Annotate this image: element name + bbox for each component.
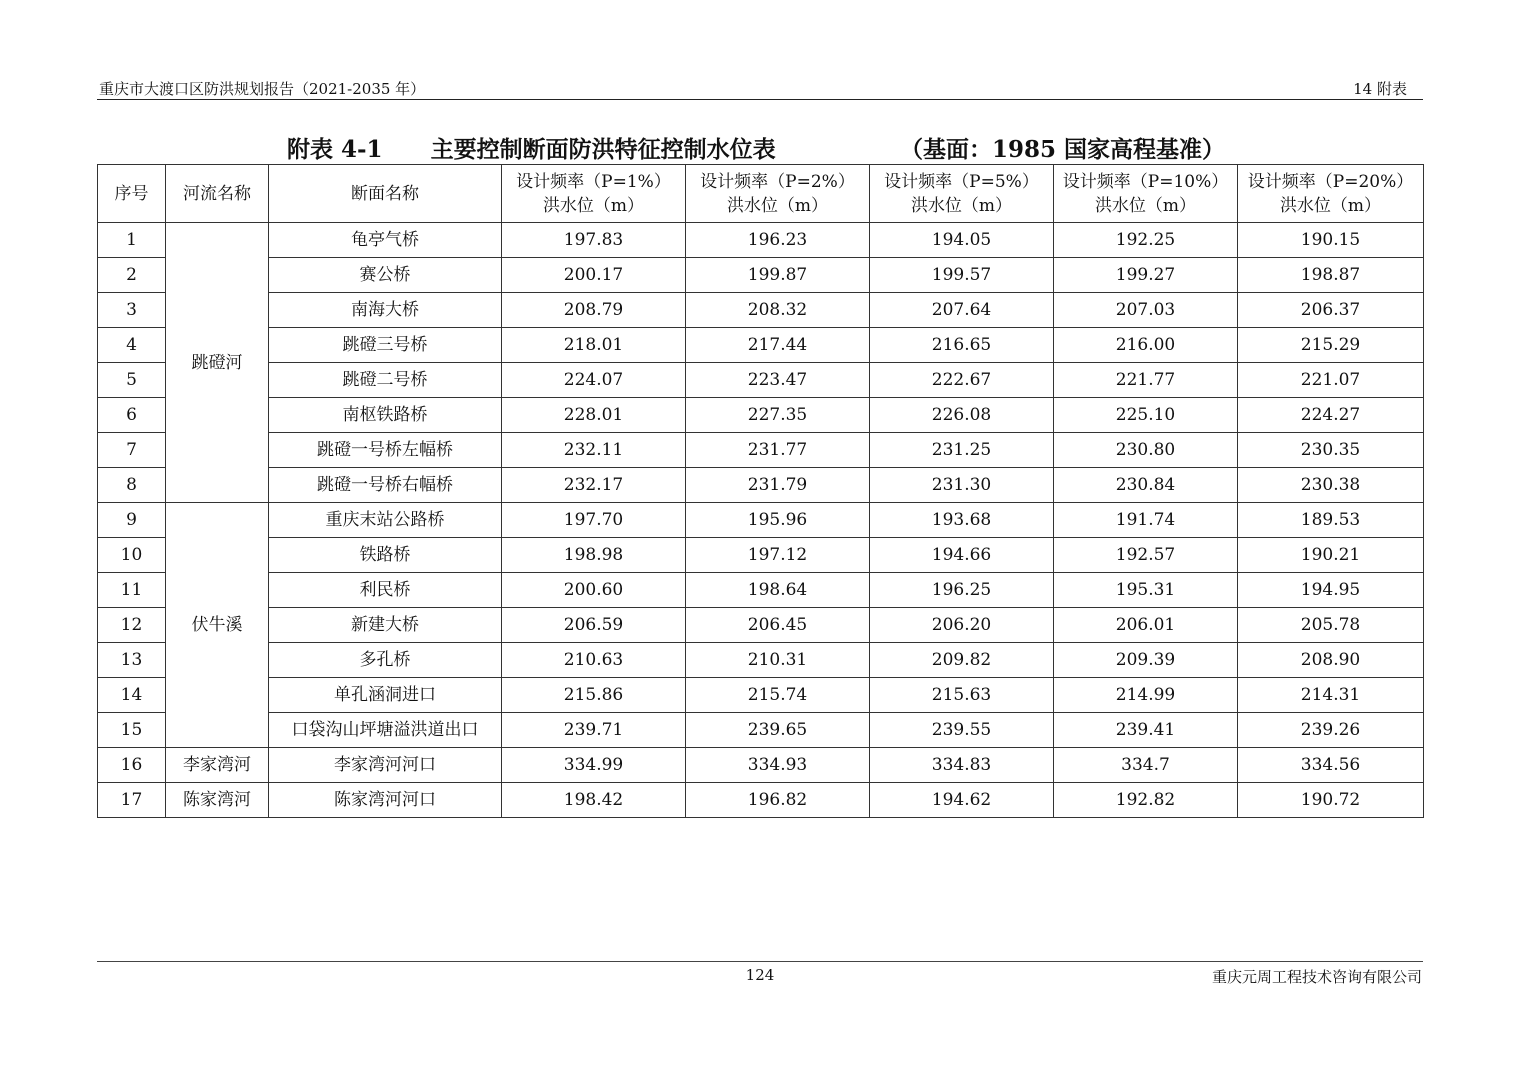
col-header-p1: 设计频率（P=1%） 洪水位（m） (502, 165, 686, 223)
water-level-cell: 239.26 (1238, 713, 1424, 748)
water-level-cell: 196.23 (686, 223, 870, 258)
water-level-cell: 192.82 (1054, 783, 1238, 818)
water-level-cell: 198.42 (502, 783, 686, 818)
section-name-cell: 南海大桥 (269, 293, 502, 328)
row-number-cell: 7 (98, 433, 166, 468)
water-level-cell: 198.64 (686, 573, 870, 608)
water-level-cell: 231.79 (686, 468, 870, 503)
water-level-cell: 205.78 (1238, 608, 1424, 643)
water-level-cell: 216.65 (870, 328, 1054, 363)
water-level-cell: 216.00 (1054, 328, 1238, 363)
water-level-cell: 239.71 (502, 713, 686, 748)
water-level-cell: 230.80 (1054, 433, 1238, 468)
water-level-cell: 206.37 (1238, 293, 1424, 328)
flood-level-table (97, 164, 1424, 818)
water-level-cell: 200.60 (502, 573, 686, 608)
table-row (98, 398, 1424, 433)
row-number-cell: 14 (98, 678, 166, 713)
water-level-cell: 215.86 (502, 678, 686, 713)
water-level-cell: 206.59 (502, 608, 686, 643)
table-body (98, 223, 1424, 818)
table-row (98, 538, 1424, 573)
running-header-title: 重庆市大渡口区防洪规划报告（2021-2035 年） (99, 80, 426, 98)
water-level-cell: 199.57 (870, 258, 1054, 293)
section-name-cell: 多孔桥 (269, 643, 502, 678)
water-level-cell: 200.17 (502, 258, 686, 293)
water-level-cell: 232.11 (502, 433, 686, 468)
header-divider (97, 99, 1423, 100)
water-level-cell: 192.57 (1054, 538, 1238, 573)
water-level-cell: 196.25 (870, 573, 1054, 608)
water-level-cell: 228.01 (502, 398, 686, 433)
water-level-cell: 207.03 (1054, 293, 1238, 328)
col-header-p10: 设计频率（P=10%） 洪水位（m） (1054, 165, 1238, 223)
table-row (98, 573, 1424, 608)
water-level-cell: 190.72 (1238, 783, 1424, 818)
water-level-cell: 206.20 (870, 608, 1054, 643)
water-level-cell: 190.15 (1238, 223, 1424, 258)
water-level-cell: 334.7 (1054, 748, 1238, 783)
water-level-cell: 221.77 (1054, 363, 1238, 398)
water-level-cell: 239.65 (686, 713, 870, 748)
section-name-cell: 陈家湾河河口 (269, 783, 502, 818)
section-name-cell: 新建大桥 (269, 608, 502, 643)
table-row (98, 223, 1424, 258)
river-name-cell: 陈家湾河 (166, 783, 269, 818)
water-level-cell: 189.53 (1238, 503, 1424, 538)
section-name-cell: 跳磴一号桥左幅桥 (269, 433, 502, 468)
water-level-cell: 206.01 (1054, 608, 1238, 643)
section-name-cell: 利民桥 (269, 573, 502, 608)
water-level-cell: 334.99 (502, 748, 686, 783)
table-row (98, 748, 1424, 783)
water-level-cell: 210.63 (502, 643, 686, 678)
section-name-cell: 李家湾河河口 (269, 748, 502, 783)
page-number: 124 (745, 966, 775, 984)
row-number-cell: 2 (98, 258, 166, 293)
table-row (98, 713, 1424, 748)
section-name-cell: 跳磴三号桥 (269, 328, 502, 363)
water-level-cell: 226.08 (870, 398, 1054, 433)
water-level-cell: 230.84 (1054, 468, 1238, 503)
water-level-cell: 231.30 (870, 468, 1054, 503)
water-level-cell: 193.68 (870, 503, 1054, 538)
water-level-cell: 215.29 (1238, 328, 1424, 363)
water-level-cell: 208.90 (1238, 643, 1424, 678)
footer-divider (97, 961, 1423, 962)
row-number-cell: 6 (98, 398, 166, 433)
water-level-cell: 198.98 (502, 538, 686, 573)
water-level-cell: 190.21 (1238, 538, 1424, 573)
table-row (98, 258, 1424, 293)
table-row (98, 643, 1424, 678)
water-level-cell: 198.87 (1238, 258, 1424, 293)
table-title-main: 附表 4-1 主要控制断面防洪特征控制水位表 (287, 136, 776, 163)
water-level-cell: 232.17 (502, 468, 686, 503)
header-row (98, 165, 1424, 223)
water-level-cell: 209.39 (1054, 643, 1238, 678)
water-level-cell: 215.63 (870, 678, 1054, 713)
water-level-cell: 214.31 (1238, 678, 1424, 713)
row-number-cell: 15 (98, 713, 166, 748)
section-name-cell: 赛公桥 (269, 258, 502, 293)
water-level-cell: 222.67 (870, 363, 1054, 398)
row-number-cell: 10 (98, 538, 166, 573)
section-name-cell: 南枢铁路桥 (269, 398, 502, 433)
water-level-cell: 215.74 (686, 678, 870, 713)
water-level-cell: 199.87 (686, 258, 870, 293)
row-number-cell: 12 (98, 608, 166, 643)
water-level-cell: 217.44 (686, 328, 870, 363)
section-name-cell: 跳磴一号桥右幅桥 (269, 468, 502, 503)
row-number-cell: 13 (98, 643, 166, 678)
water-level-cell: 224.07 (502, 363, 686, 398)
water-level-cell: 227.35 (686, 398, 870, 433)
water-level-cell: 195.31 (1054, 573, 1238, 608)
row-number-cell: 3 (98, 293, 166, 328)
col-header-section: 断面名称 (269, 165, 502, 223)
river-name-cell: 伏牛溪 (166, 503, 269, 748)
water-level-cell: 192.25 (1054, 223, 1238, 258)
water-level-cell: 239.41 (1054, 713, 1238, 748)
row-number-cell: 11 (98, 573, 166, 608)
water-level-cell: 230.38 (1238, 468, 1424, 503)
water-level-cell: 230.35 (1238, 433, 1424, 468)
row-number-cell: 17 (98, 783, 166, 818)
water-level-cell: 197.83 (502, 223, 686, 258)
water-level-cell: 218.01 (502, 328, 686, 363)
table-title (0, 131, 1520, 163)
row-number-cell: 9 (98, 503, 166, 538)
table-row (98, 608, 1424, 643)
col-header-no: 序号 (98, 165, 166, 223)
water-level-cell: 191.74 (1054, 503, 1238, 538)
river-name-cell: 跳磴河 (166, 223, 269, 503)
water-level-cell: 334.93 (686, 748, 870, 783)
water-level-cell: 334.83 (870, 748, 1054, 783)
table-row (98, 293, 1424, 328)
section-name-cell: 龟亭气桥 (269, 223, 502, 258)
row-number-cell: 5 (98, 363, 166, 398)
water-level-cell: 197.12 (686, 538, 870, 573)
water-level-cell: 199.27 (1054, 258, 1238, 293)
water-level-cell: 210.31 (686, 643, 870, 678)
table-row (98, 468, 1424, 503)
table-row (98, 678, 1424, 713)
water-level-cell: 231.25 (870, 433, 1054, 468)
section-name-cell: 单孔涵洞进口 (269, 678, 502, 713)
water-level-cell: 208.79 (502, 293, 686, 328)
water-level-cell: 231.77 (686, 433, 870, 468)
water-level-cell: 221.07 (1238, 363, 1424, 398)
water-level-cell: 194.05 (870, 223, 1054, 258)
water-level-cell: 194.66 (870, 538, 1054, 573)
col-header-p2: 设计频率（P=2%） 洪水位（m） (686, 165, 870, 223)
water-level-cell: 224.27 (1238, 398, 1424, 433)
water-level-cell: 194.95 (1238, 573, 1424, 608)
row-number-cell: 16 (98, 748, 166, 783)
table-row (98, 363, 1424, 398)
water-level-cell: 197.70 (502, 503, 686, 538)
water-level-cell: 334.56 (1238, 748, 1424, 783)
row-number-cell: 8 (98, 468, 166, 503)
water-level-cell: 223.47 (686, 363, 870, 398)
table-row (98, 328, 1424, 363)
table-row (98, 783, 1424, 818)
water-level-cell: 239.55 (870, 713, 1054, 748)
section-name-cell: 重庆末站公路桥 (269, 503, 502, 538)
running-header-section: 14 附表 (1353, 80, 1407, 98)
water-level-cell: 207.64 (870, 293, 1054, 328)
col-header-p20: 设计频率（P=20%） 洪水位（m） (1238, 165, 1424, 223)
water-level-cell: 214.99 (1054, 678, 1238, 713)
section-name-cell: 铁路桥 (269, 538, 502, 573)
water-level-cell: 195.96 (686, 503, 870, 538)
water-level-cell: 206.45 (686, 608, 870, 643)
col-header-river: 河流名称 (166, 165, 269, 223)
section-name-cell: 跳磴二号桥 (269, 363, 502, 398)
row-number-cell: 1 (98, 223, 166, 258)
col-header-p5: 设计频率（P=5%） 洪水位（m） (870, 165, 1054, 223)
river-name-cell: 李家湾河 (166, 748, 269, 783)
section-name-cell: 口袋沟山坪塘溢洪道出口 (269, 713, 502, 748)
table-row (98, 433, 1424, 468)
water-level-cell: 208.32 (686, 293, 870, 328)
table-title-datum: （基面：1985 国家高程基准） (900, 136, 1226, 163)
row-number-cell: 4 (98, 328, 166, 363)
water-level-cell: 194.62 (870, 783, 1054, 818)
water-level-cell: 209.82 (870, 643, 1054, 678)
water-level-cell: 225.10 (1054, 398, 1238, 433)
water-level-cell: 196.82 (686, 783, 870, 818)
table-row (98, 503, 1424, 538)
footer-company: 重庆元周工程技术咨询有限公司 (1211, 968, 1422, 986)
